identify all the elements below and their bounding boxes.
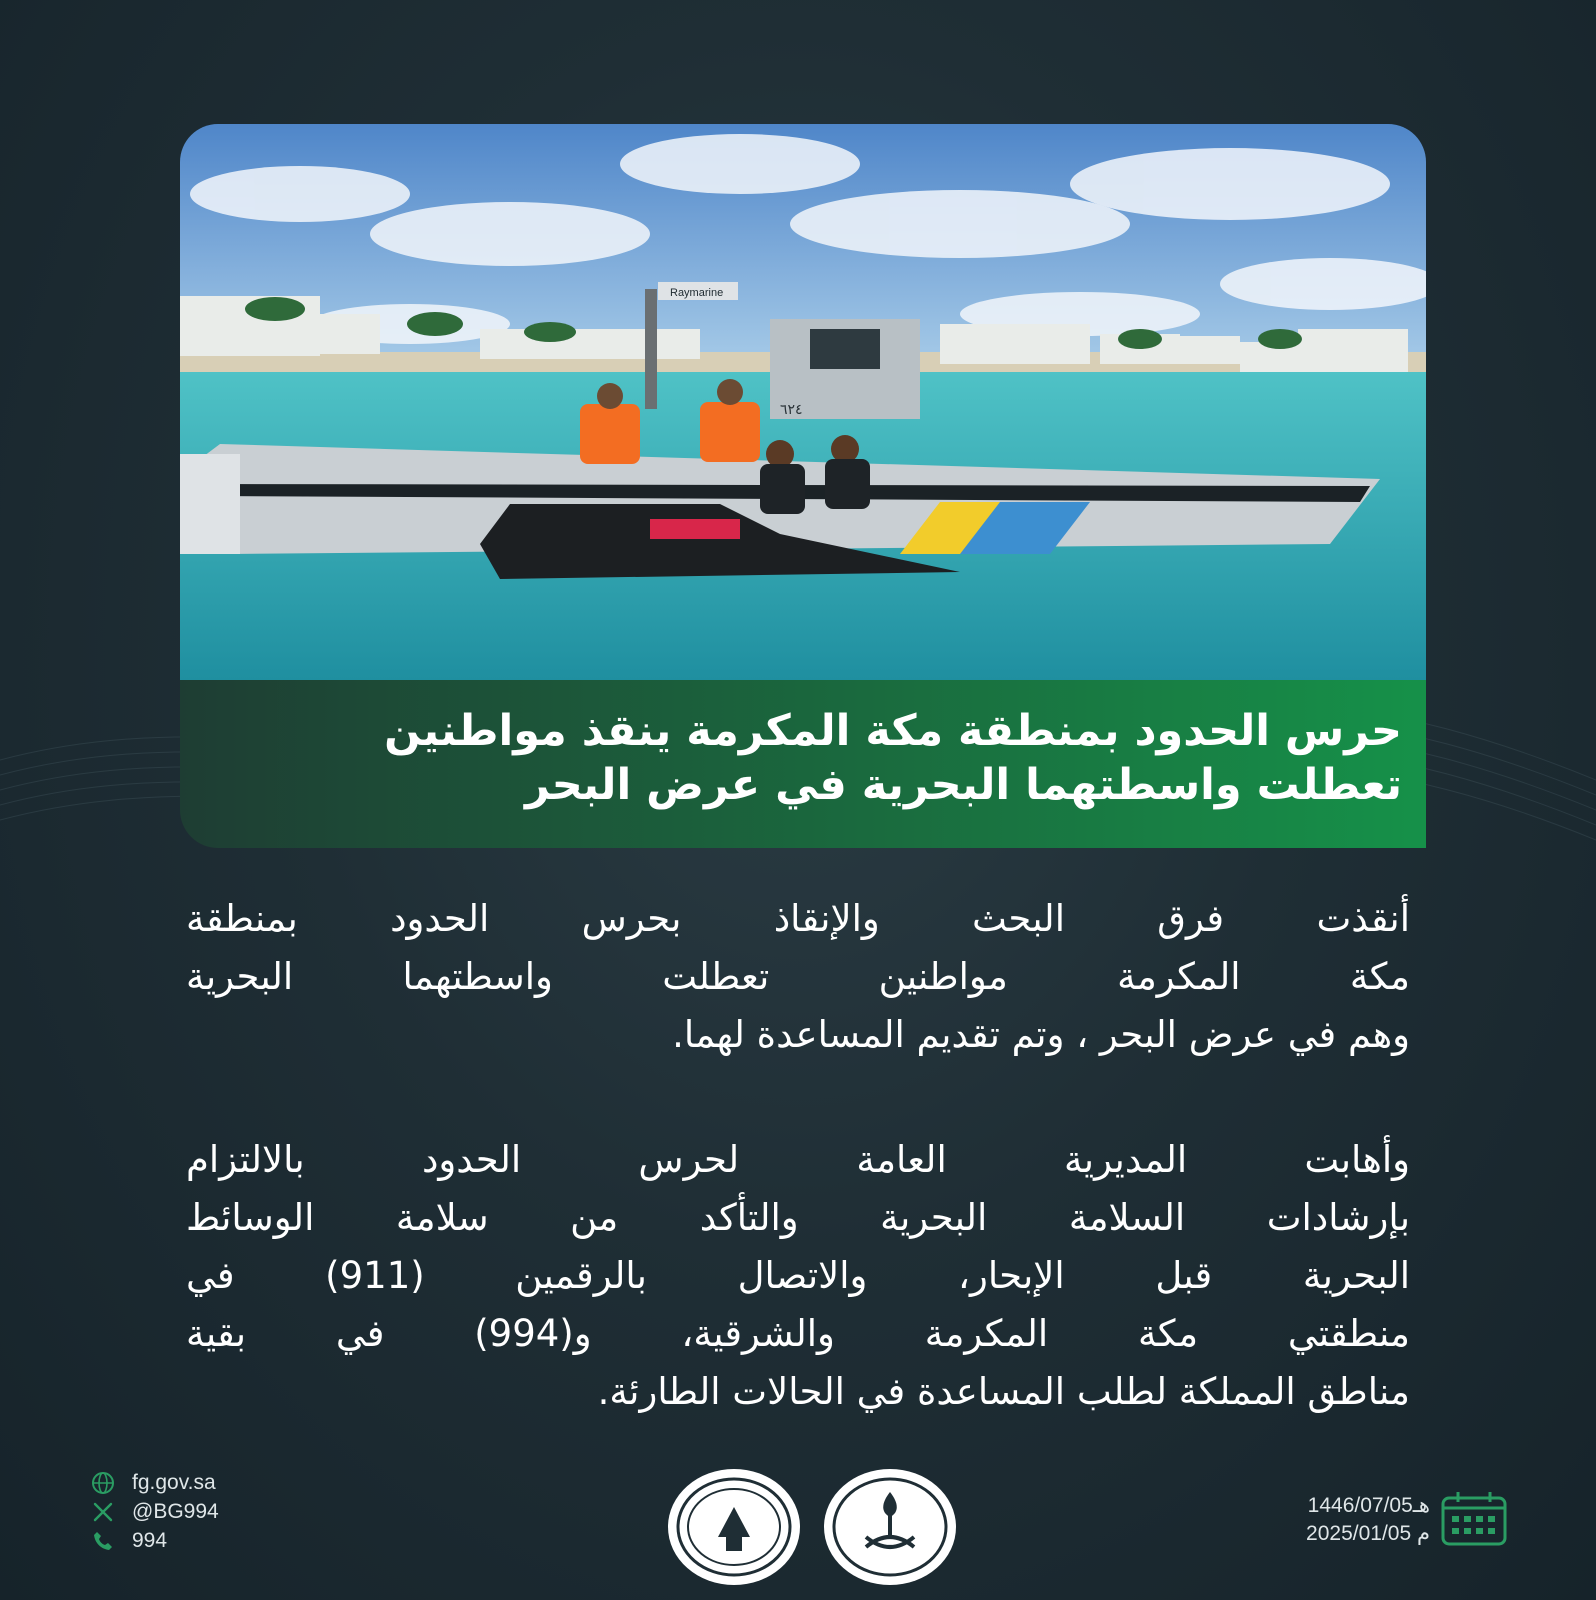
headline-line-2: تعطلت واسطتهما البحرية في عرض البحر: [525, 760, 1402, 810]
x-handle-text: @BG994: [132, 1499, 219, 1523]
gregorian-date: 2025/01/05 م: [1306, 1522, 1430, 1545]
paragraph-2: [186, 1131, 1410, 1421]
emblems: [666, 1467, 966, 1587]
boat-number-label: ٦٢٤: [780, 402, 803, 418]
website-text: fg.gov.sa: [132, 1470, 216, 1494]
contact-info: [88, 1468, 328, 1555]
globe-icon: [88, 1471, 118, 1495]
phone-link[interactable]: [88, 1526, 328, 1555]
paragraph-1-line: وهم في عرض البحر ، وتم تقديم المساعدة لهما.: [672, 1013, 1410, 1056]
paragraph-2-line: منطقتي مكة المكرمة والشرقية، و(994) في بقية: [186, 1312, 1410, 1355]
paragraph-2-line: مناطق المملكة لطلب المساعدة في الحالات الطارئة.: [597, 1370, 1410, 1413]
calendar-icon: [1440, 1490, 1508, 1548]
headline-banner: [180, 680, 1426, 848]
paragraph-1-line: أنقذت فرق البحث والإنقاذ بحرس الحدود بمنطقة: [186, 897, 1410, 940]
phone-text: 994: [132, 1528, 168, 1552]
news-photo: [180, 124, 1426, 680]
website-link[interactable]: [88, 1468, 328, 1497]
phone-icon: [88, 1529, 118, 1553]
boat-brand-label: Raymarine: [670, 287, 724, 299]
hijri-date: 1446/07/05هـ: [1307, 1494, 1430, 1517]
paragraph-2-line: البحرية قبل الإبحار، والاتصال بالرقمين (911) في: [186, 1254, 1410, 1297]
paragraph-1: [186, 890, 1410, 1064]
headline-line-1: حرس الحدود بمنطقة مكة المكرمة ينقذ مواطنين: [384, 706, 1402, 756]
x-icon: [88, 1500, 118, 1524]
ministry-interior-emblem: [822, 1467, 958, 1587]
paragraph-2-line: وأهابت المديرية العامة لحرس الحدود بالالتزام: [186, 1138, 1410, 1181]
x-account-link[interactable]: [88, 1497, 328, 1526]
paragraph-1-line: مكة المكرمة مواطنين تعطلت واسطتهما البحرية: [186, 955, 1410, 998]
publish-dates: [1200, 1492, 1430, 1548]
paragraph-2-line: بإرشادات السلامة البحرية والتأكد من سلامة الوسائط: [186, 1196, 1410, 1239]
border-guard-emblem: [666, 1467, 802, 1587]
